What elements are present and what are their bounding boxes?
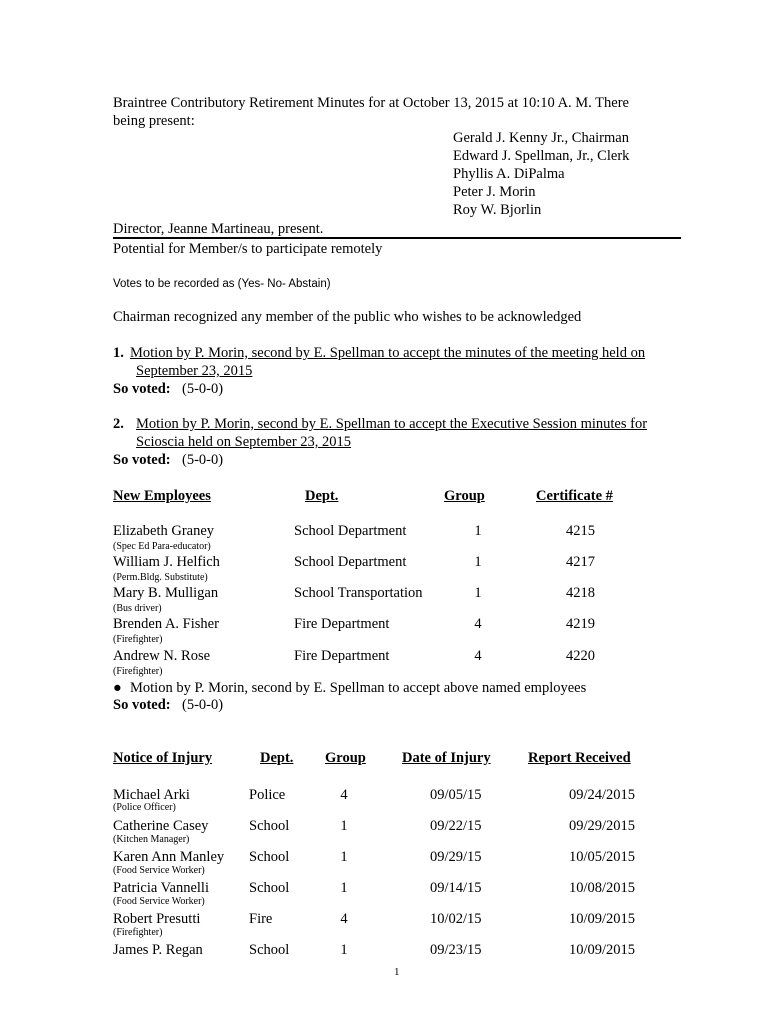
page-number: 1 <box>394 966 400 978</box>
member-3: Phyllis A. DiPalma <box>453 166 565 182</box>
employee-title: (Firefighter) <box>113 634 163 645</box>
motion-1-line-2: September 23, 2015 <box>136 363 253 379</box>
member-1: Gerald J. Kenny Jr., Chairman <box>453 130 629 146</box>
injury-group: 4 <box>340 911 348 927</box>
injury-dept: School <box>249 942 290 958</box>
employee-name: Elizabeth Graney <box>113 523 215 539</box>
employee-title: (Firefighter) <box>113 666 163 677</box>
employee-group: 1 <box>474 554 482 570</box>
employee-group: 4 <box>474 648 482 664</box>
employee-name: Mary B. Mulligan <box>113 585 219 601</box>
injury-title: (Food Service Worker) <box>113 865 205 876</box>
motion-1-voted-label: So voted: <box>113 381 171 397</box>
injury-date-header: Date of Injury <box>402 750 491 766</box>
injury-dept-header: Dept. <box>260 750 294 766</box>
injury-received: 10/08/2015 <box>568 880 635 896</box>
injury-name: Catherine Casey <box>113 818 209 834</box>
header-line-2: being present: <box>113 113 195 129</box>
public-note: Chairman recognized any member of the public who wishes to be acknowledged <box>113 309 582 325</box>
injury-name: Robert Presutti <box>113 911 201 927</box>
injury-group: 1 <box>340 818 348 834</box>
employee-cert: 4217 <box>566 554 595 570</box>
injury-header: Notice of Injury <box>113 750 213 766</box>
employee-dept: School Transportation <box>294 585 423 601</box>
injury-name: Karen Ann Manley <box>113 849 225 865</box>
injury-received: 09/29/2015 <box>568 818 635 834</box>
new-employees-cert-header: Certificate # <box>536 488 613 504</box>
header-line-1: Braintree Contributory Retirement Minutes for at October 13, 2015 at 10:10 A. M. There <box>113 95 629 111</box>
motion-2-number: 2. <box>113 416 124 432</box>
motion-2-voted-value: (5-0-0) <box>182 452 224 468</box>
employee-group: 1 <box>474 523 482 539</box>
injury-group: 1 <box>340 849 348 865</box>
injury-dept: Police <box>249 787 286 803</box>
injury-title: (Firefighter) <box>113 927 163 938</box>
director-line: Director, Jeanne Martineau, present. <box>113 221 324 237</box>
remote-line: Potential for Member/s to participate remotely <box>113 241 383 257</box>
employee-group: 1 <box>474 585 482 601</box>
employees-voted-value: (5-0-0) <box>182 697 224 713</box>
employee-group: 4 <box>474 616 482 632</box>
injury-title: (Police Officer) <box>113 802 176 813</box>
injury-received: 10/05/2015 <box>568 849 635 865</box>
motion-1-number: 1. <box>113 345 124 361</box>
injury-received: 09/24/2015 <box>568 787 635 803</box>
motion-1-line-1: Motion by P. Morin, second by E. Spellman to accept the minutes of the meeting held on <box>130 345 646 361</box>
employee-dept: School Department <box>294 554 407 570</box>
employee-cert: 4220 <box>566 648 595 664</box>
injury-dept: School <box>249 818 290 834</box>
injury-title: (Kitchen Manager) <box>113 834 190 845</box>
injury-name: Michael Arki <box>113 787 190 803</box>
injury-dept: School <box>249 880 290 896</box>
new-employees-header: New Employees <box>113 488 211 504</box>
injury-dept: Fire <box>249 911 273 927</box>
injury-date: 09/23/15 <box>430 942 482 958</box>
header-divider <box>113 237 681 239</box>
injury-received: 10/09/2015 <box>568 911 635 927</box>
member-2: Edward J. Spellman, Jr., Clerk <box>453 148 630 164</box>
employee-title: (Perm.Bldg. Substitute) <box>113 572 208 583</box>
employee-dept: Fire Department <box>294 648 390 664</box>
member-5: Roy W. Bjorlin <box>453 202 542 218</box>
motion-1-voted-value: (5-0-0) <box>182 381 224 397</box>
injury-date: 10/02/15 <box>430 911 482 927</box>
injury-group: 4 <box>340 787 348 803</box>
employee-cert: 4215 <box>566 523 595 539</box>
injury-group: 1 <box>340 942 348 958</box>
employee-cert: 4219 <box>566 616 595 632</box>
employee-dept: Fire Department <box>294 616 390 632</box>
injury-received-header: Report Received <box>528 750 631 766</box>
injury-date: 09/22/15 <box>430 818 482 834</box>
motion-2-voted-label: So voted: <box>113 452 171 468</box>
motion-2-line-2: Scioscia held on September 23, 2015 <box>136 434 352 450</box>
injury-date: 09/14/15 <box>430 880 482 896</box>
injury-title: (Food Service Worker) <box>113 896 205 907</box>
bullet-icon: ● <box>113 680 122 696</box>
employee-cert: 4218 <box>566 585 595 601</box>
new-employees-group-header: Group <box>444 488 485 504</box>
employee-name: Andrew N. Rose <box>113 648 211 664</box>
injury-name: James P. Regan <box>113 942 203 958</box>
employee-title: (Bus driver) <box>113 603 162 614</box>
member-4: Peter J. Morin <box>453 184 536 200</box>
employee-title: (Spec Ed Para-educator) <box>113 541 211 552</box>
injury-date: 09/29/15 <box>430 849 482 865</box>
employees-voted-label: So voted: <box>113 697 171 713</box>
new-employees-dept-header: Dept. <box>305 488 339 504</box>
employees-motion: Motion by P. Morin, second by E. Spellman to accept above named employees <box>130 680 587 696</box>
employee-dept: School Department <box>294 523 407 539</box>
motion-2-line-1: Motion by P. Morin, second by E. Spellman to accept the Executive Session minutes for <box>136 416 648 432</box>
employee-name: William J. Helfich <box>113 554 220 570</box>
injury-name: Patricia Vannelli <box>113 880 209 896</box>
votes-note: Votes to be recorded as (Yes- No- Abstain) <box>113 278 331 290</box>
injury-dept: School <box>249 849 290 865</box>
injury-date: 09/05/15 <box>430 787 482 803</box>
injury-group: 1 <box>340 880 348 896</box>
injury-group-header: Group <box>325 750 366 766</box>
injury-received: 10/09/2015 <box>568 942 635 958</box>
employee-name: Brenden A. Fisher <box>113 616 219 632</box>
